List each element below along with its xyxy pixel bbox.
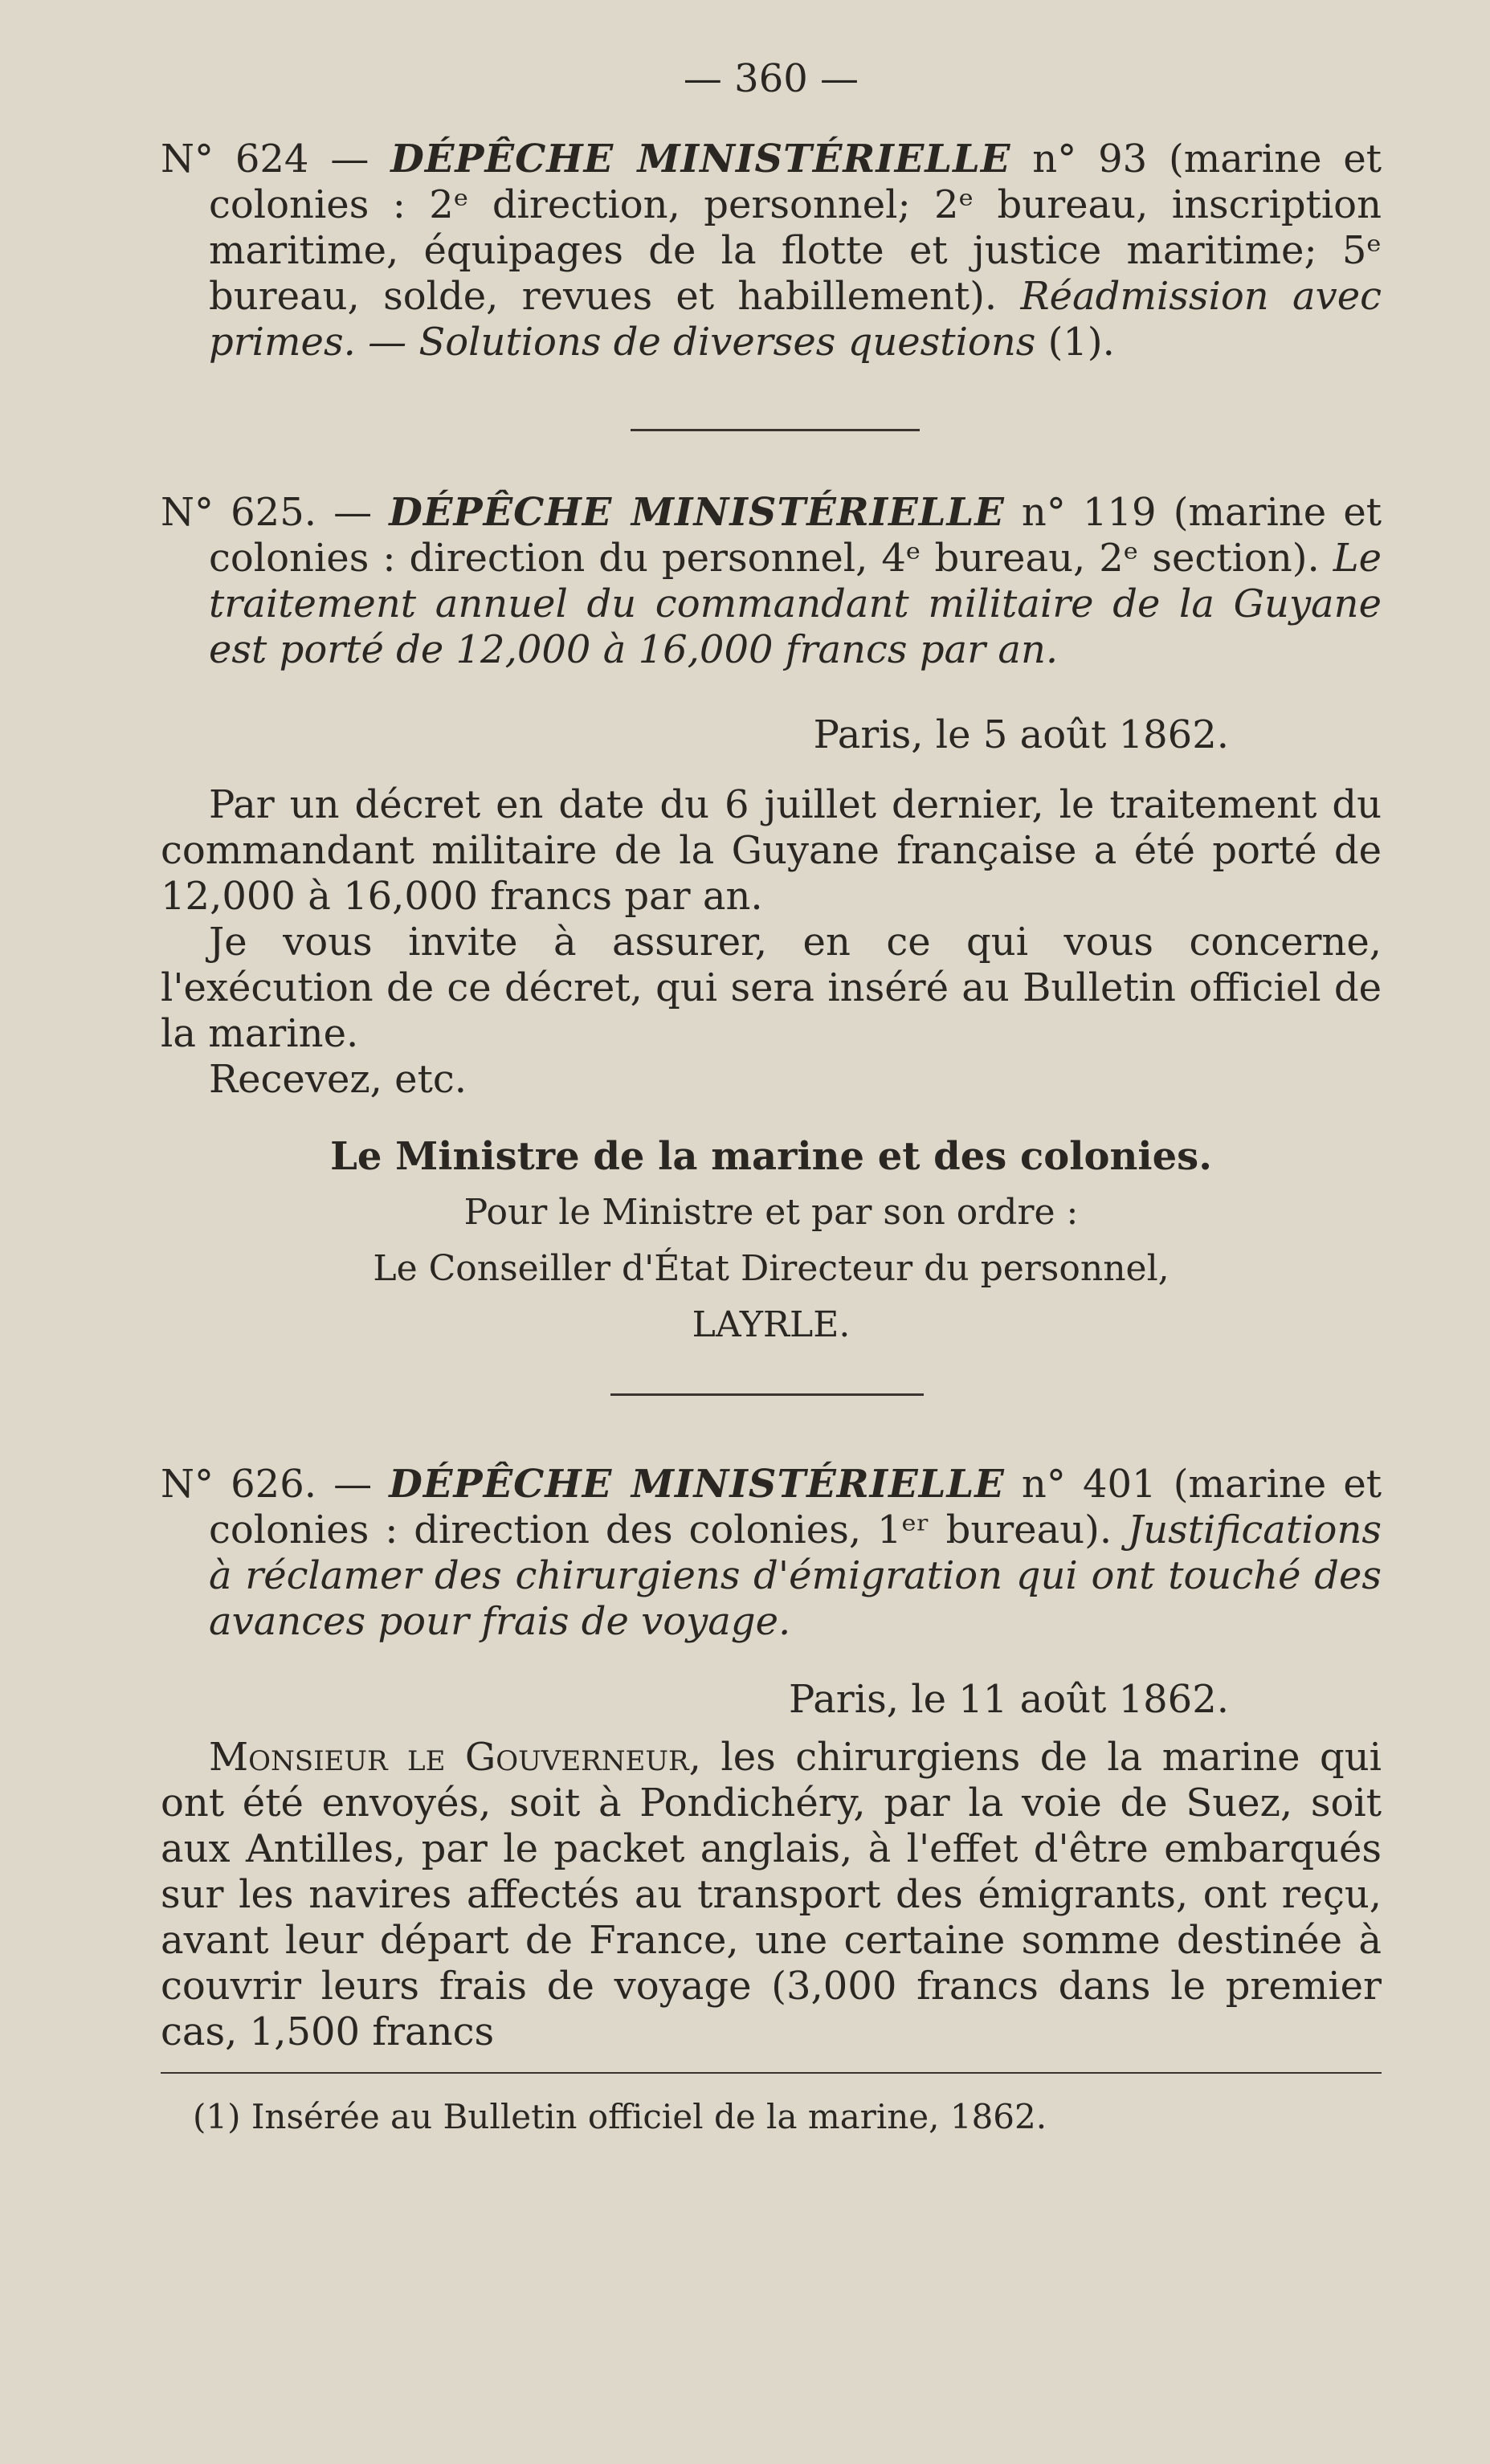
signature-title: Le Ministre de la marine et des colonies. (330, 1134, 1212, 1179)
section-divider (610, 1393, 924, 1396)
entry-624-text: N° 624 — DÉPÊCHE MINISTÉRIELLE n° 93 (marine et colonies : 2ᵉ direction, personnel; 2ᵉ bureau, inscription maritime, équipages de la flotte et justice maritime; 5ᵉ bureau, solde, revues et habillement). Réadmission avec primes. — Solutions de diverses questions (1). (161, 137, 1382, 365)
paragraph: Recevez, etc. (209, 1057, 467, 1102)
entry-626-date: Paris, le 11 août 1862. (789, 1677, 1229, 1722)
entry-625-text: N° 625. — DÉPÊCHE MINISTÉRIELLE n° 119 (marine et colonies : direction du personnel, 4ᵉ bureau, 2ᵉ section). Le traitement annuel du commandant militaire de la Guyane est porté de 12,000 à 16,000 francs par an. (161, 490, 1382, 672)
entry-heading: DÉPÊCHE MINISTÉRIELLE (390, 137, 1011, 182)
salutation: Monsieur le Gouverneur (209, 1735, 689, 1780)
entry-number: N° 626. (161, 1462, 317, 1507)
entry-626 (161, 1462, 1382, 1645)
entry-heading: DÉPÊCHE MINISTÉRIELLE (389, 490, 1005, 535)
footnote-rule (161, 2072, 1382, 2074)
entry-heading: DÉPÊCHE MINISTÉRIELLE (389, 1462, 1005, 1507)
signature-order: Pour le Ministre et par son ordre : (463, 1192, 1079, 1233)
entry-number: N° 625. (161, 490, 317, 535)
entry-626-body (161, 1735, 1382, 2055)
entry-624 (161, 137, 1382, 365)
paragraph: Monsieur le Gouverneur, les chirurgiens de la marine qui ont été envoyés, soit à Pondichéry, par la voie de Suez, soit aux Antilles, par le packet anglais, à l'effet d'être embarqués sur les navires affectés au transport des émigrants, ont reçu, avant leur départ de France, une certaine somme destinée à couvrir leurs frais de voyage (3,000 francs dans le premier cas, 1,500 francs (161, 1735, 1382, 2054)
footnote: (1) Insérée au Bulletin officiel de la marine, 1862. (193, 2097, 1047, 2136)
entry-subject: Réadmission avec primes. — Solutions de diverses questions (209, 274, 1382, 365)
signature-name: LAYRLE. (692, 1304, 851, 1345)
entry-626-text: N° 626. — DÉPÊCHE MINISTÉRIELLE n° 401 (marine et colonies : direction des colonies, 1ᵉʳ bureau). Justifications à réclamer des chirurgiens d'émigration qui ont touché des avances pour frais de voyage. (161, 1462, 1382, 1644)
entry-625 (161, 490, 1382, 673)
entry-625-body (161, 782, 1382, 1103)
signature-block (161, 1128, 1382, 1353)
footnote-ref: (1). (1035, 320, 1115, 365)
entry-subject: Le traitement annuel du commandant militaire de la Guyane est porté de 12,000 à 16,000 francs par an. (209, 536, 1382, 672)
page-number: — 360 — (683, 56, 859, 101)
paragraph: Je vous invite à assurer, en ce qui vous concerne, l'exécution de ce décret, qui sera inséré au Bulletin officiel de la marine. (161, 920, 1382, 1056)
signature-role: Le Conseiller d'État Directeur du personnel, (373, 1248, 1170, 1289)
paragraph: Par un décret en date du 6 juillet dernier, le traitement du commandant militaire de la Guyane française a été porté de 12,000 à 16,000 francs par an. (161, 782, 1382, 919)
entry-subject: Justifications à réclamer des chirurgiens d'émigration qui ont touché des avances pour frais de voyage. (209, 1507, 1382, 1644)
entry-625-date: Paris, le 5 août 1862. (813, 712, 1229, 757)
section-divider (631, 429, 920, 431)
entry-number: N° 624 (161, 137, 309, 182)
